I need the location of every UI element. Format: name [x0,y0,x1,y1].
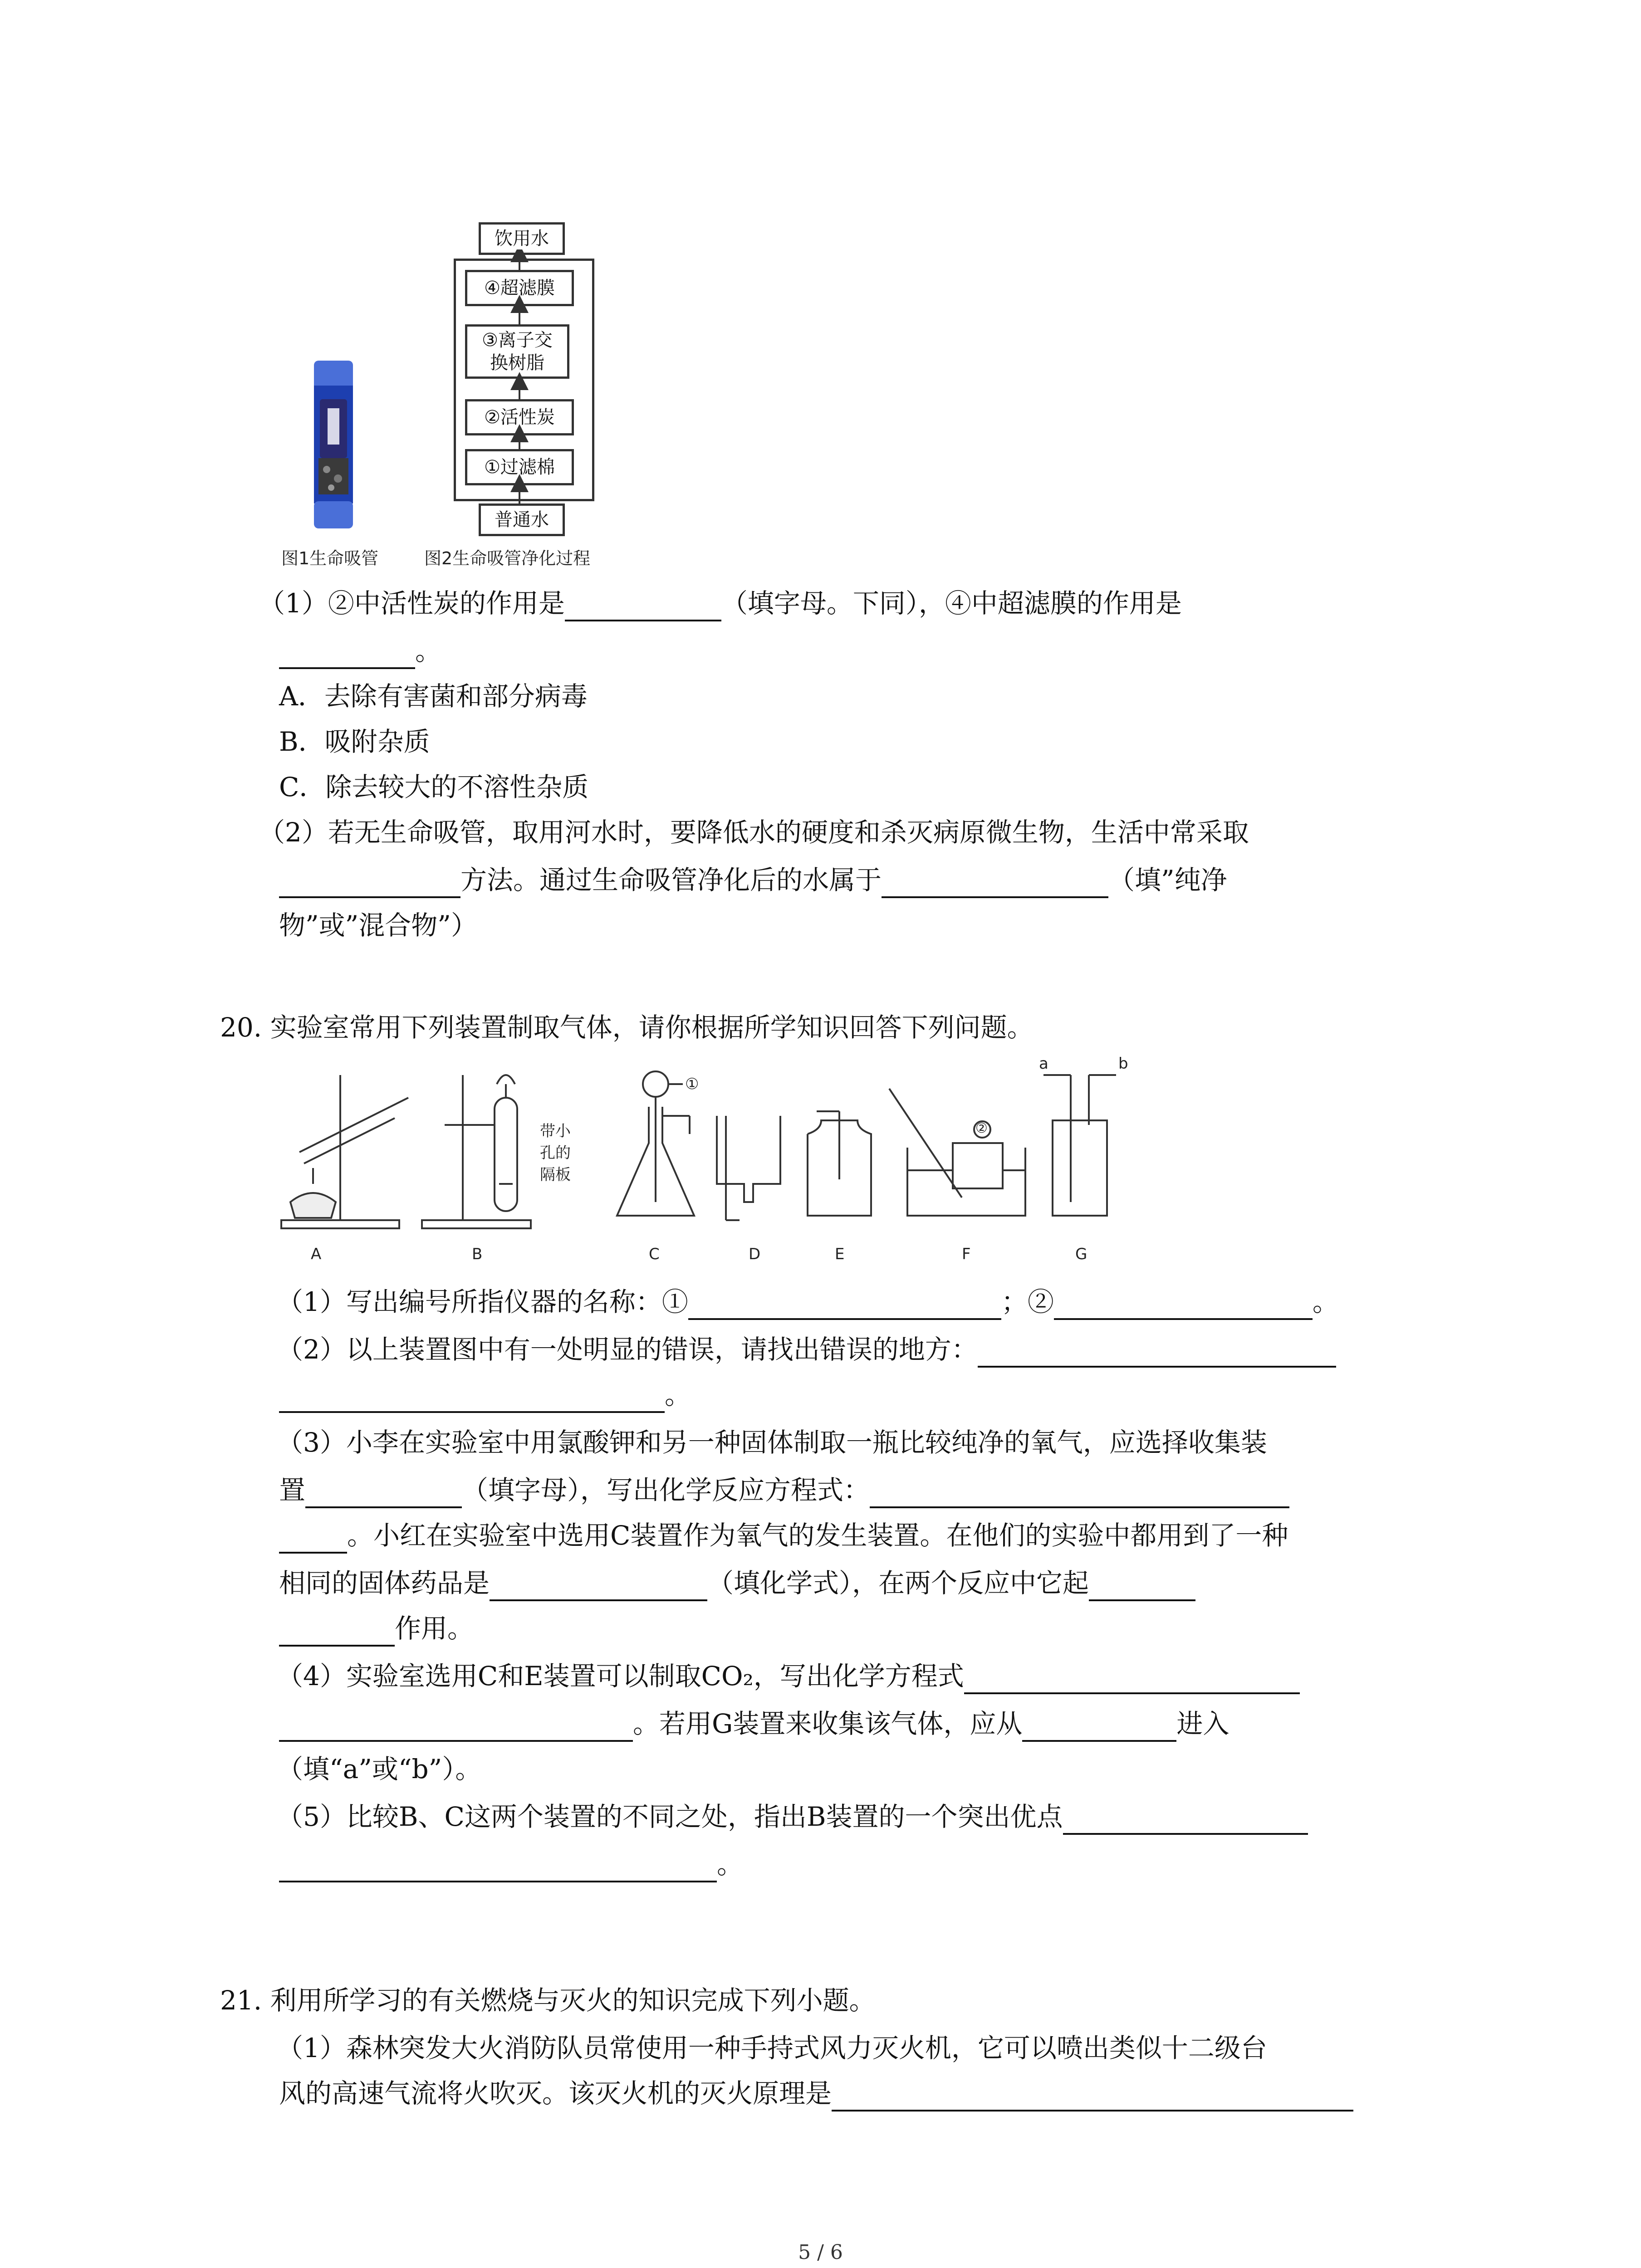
q20-part2-text: （2）以上装置图中有一处明显的错误，请找出错误的地方： [277,1334,978,1365]
flow-box-filter-cotton: ①过滤棉 [465,449,574,485]
q19-part1-cont [279,633,441,669]
q20-part3-text-d: 。小红在实验室中选用C装置作为氧气的发生装置。在他们的实验中都用到了一种 [347,1520,1288,1551]
q19-blank-2[interactable] [279,639,415,669]
q20-part1-text-b: ；② [1001,1286,1054,1317]
q19-part1-text-a: （1）②中活性炭的作用是 [259,588,565,619]
q19-part2-text-b: 方法。通过生命吸管净化后的水属于 [460,865,882,895]
q20-part2-cont [279,1377,691,1413]
q20-apparatus-figure [272,1055,1134,1275]
q20-part4 [277,1658,1300,1694]
q19-part2-text-c: （填”纯净 [1108,865,1227,895]
q19-part1-text-b: （填字母。下同），④中超滤膜的作用是 [721,588,1182,619]
label-apparatus-c: C [649,1245,660,1263]
q20-blank-9[interactable] [1022,1712,1176,1742]
q20-blank-10[interactable] [1063,1805,1308,1835]
flow-box-drinking-water: 饮用水 [479,222,565,255]
label-apparatus-f: F [962,1245,971,1263]
q20-part3-text-g: 作用。 [395,1613,474,1644]
q20-blank-3b[interactable] [279,1383,665,1413]
q20-blank-8b[interactable] [279,1712,633,1742]
q19-option-c: C．除去较大的不溶性杂质 [279,772,589,802]
label-c-mark: ① [685,1075,699,1093]
q20-part3-text-b: 置 [279,1475,306,1505]
label-apparatus-e: E [835,1245,845,1263]
q20-part3-b [279,1472,1289,1508]
q20-blank-1[interactable] [688,1290,1001,1320]
q20-part2 [277,1331,1336,1368]
flow-box-activated-carbon: ②活性炭 [465,399,574,435]
q20-blank-2[interactable] [1054,1290,1313,1320]
label-apparatus-g: G [1075,1245,1087,1263]
q19-part1 [259,585,1182,621]
flow-box-ordinary-water: 普通水 [479,503,565,536]
q21-part1: （1）森林突发大火消防队员常使用一种手持式风力灭火机，它可以喷出类似十二级台 [277,2033,1267,2063]
q20-part1-end: 。 [1312,1286,1339,1317]
page-number: 5 / 6 [798,2241,843,2264]
q20-blank-8[interactable] [964,1664,1300,1694]
label-g-a: a [1039,1055,1048,1073]
label-apparatus-b: B [472,1245,483,1263]
q19-blank-4[interactable] [882,868,1108,898]
q20-part3-text-c: （填字母），写出化学反应方程式： [462,1475,870,1505]
q20-part5-cont [279,1846,743,1882]
q20-blank-4[interactable] [305,1478,462,1508]
q21-stem: 21. 利用所学习的有关燃烧与灭火的知识完成下列小题。 [220,1985,876,2016]
q20-blank-6[interactable] [490,1571,707,1601]
q20-blank-10b[interactable] [279,1853,717,1882]
flow-box-ion-exchange: ③离子交换树脂 [465,324,569,379]
label-b-plate-note: 带小孔的隔板 [540,1122,571,1184]
q20-blank-5b[interactable] [279,1524,347,1554]
label-apparatus-a: A [311,1245,322,1263]
q20-blank-5[interactable] [870,1478,1289,1508]
q20-part4-d: （填“a”或“b”）。 [277,1754,482,1784]
caption-life-straw: 图1生命吸管 [281,548,379,568]
q19-part2-end: 物”或”混合物”） [279,910,477,941]
q20-part3-d [279,1517,1288,1554]
q20-part3-text-e: 相同的固体药品是 [279,1568,490,1598]
q20-part3-g [279,1610,474,1647]
q19-option-b: B．吸附杂质 [279,726,430,757]
q19-blank-1[interactable] [565,591,721,621]
flow-box-ultrafiltration: ④超滤膜 [465,270,574,306]
q20-blank-7b[interactable] [279,1617,395,1647]
q20-part5-text: （5）比较B、C这两个装置的不同之处，指出B装置的一个突出优点 [277,1801,1063,1832]
q20-part5 [277,1799,1308,1835]
q19-part2-cont [279,862,1227,898]
label-g-b: b [1118,1055,1128,1073]
label-f-mark: ② [975,1120,988,1136]
q21-blank-1[interactable] [832,2082,1353,2112]
q20-blank-7[interactable] [1089,1571,1195,1601]
q20-part5-end: 。 [717,1849,744,1880]
q19-part1-end: 。 [415,635,442,666]
q20-blank-3[interactable] [978,1338,1336,1368]
q21-part1-text-b: 风的高速气流将火吹灭。该灭火机的灭火原理是 [279,2078,832,2109]
q20-part4-b [279,1706,1229,1742]
caption-purification: 图2生命吸管净化过程 [424,548,591,568]
q20-part4-text-a: （4）实验室选用C和E装置可以制取CO₂，写出化学方程式 [277,1661,964,1691]
q20-part3-e [279,1565,1195,1601]
q20-part2-end: 。 [665,1379,691,1410]
q20-part3: （3）小李在实验室中用氯酸钾和另一种固体制取一瓶比较纯净的氧气，应选择收集装 [277,1427,1267,1458]
q20-part4-text-c: 进入 [1176,1708,1230,1739]
q20-part1-text-a: （1）写出编号所指仪器的名称：① [277,1286,688,1317]
life-straw-photo [309,358,358,531]
q20-part4-text-b: 。若用G装置来收集该气体，应从 [633,1708,1023,1739]
q19-part2: （2）若无生命吸管，取用河水时，要降低水的硬度和杀灭病原微生物，生活中常采取 [259,817,1249,848]
q20-stem: 20. 实验室常用下列装置制取气体，请你根据所学知识回答下列问题。 [220,1012,1034,1043]
q19-option-a: A．去除有害菌和部分病毒 [279,681,588,712]
q20-part3-text-f: （填化学式），在两个反应中它起 [707,1568,1089,1598]
q20-part1 [277,1284,1339,1320]
q19-blank-3[interactable] [279,868,460,898]
label-apparatus-d: D [749,1245,761,1263]
q21-part1-cont [279,2075,1353,2112]
flow-arrows [499,249,540,508]
